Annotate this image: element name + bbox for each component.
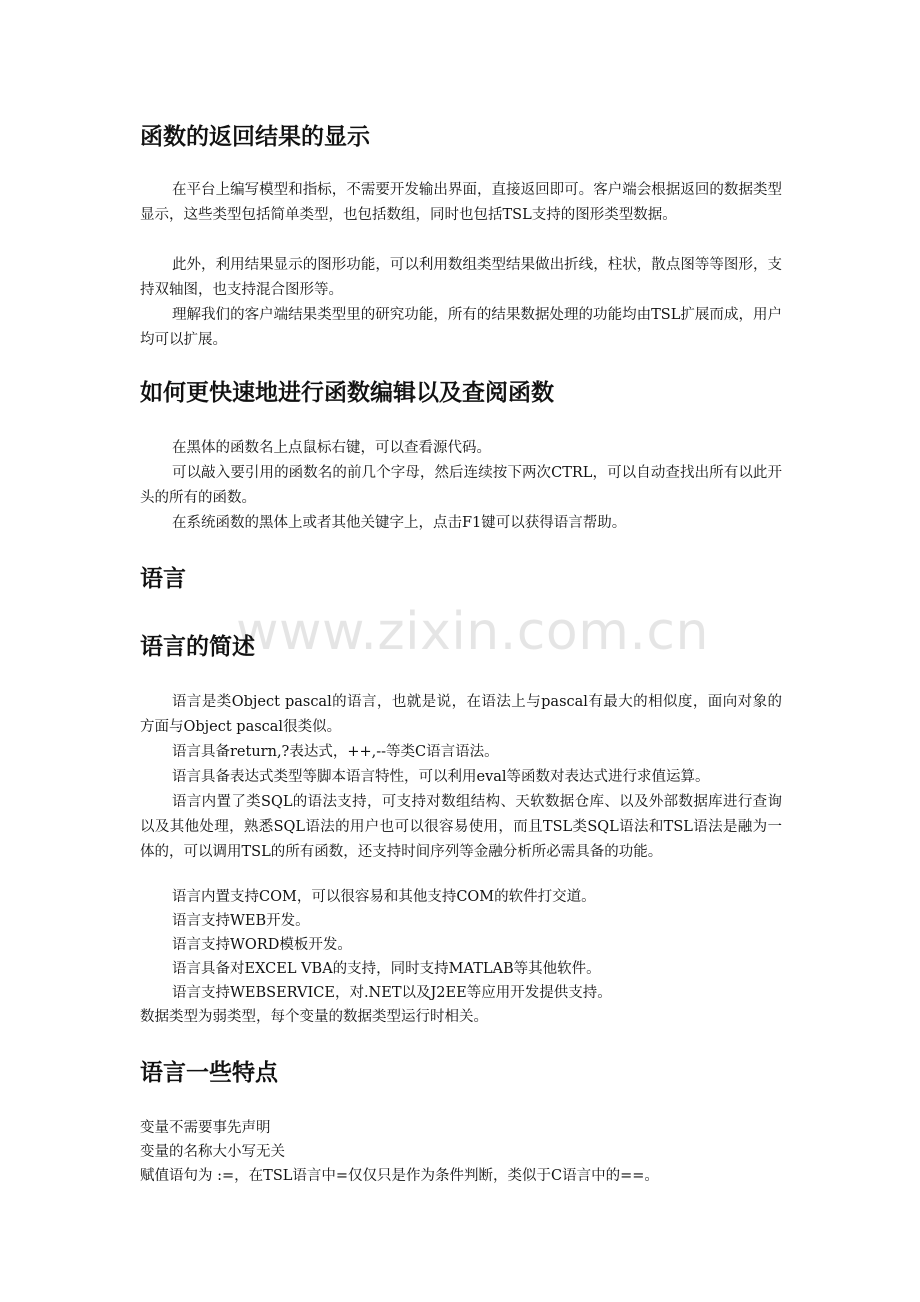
paragraph: 赋值语句为 :=，在TSL语言中=仅仅只是作为条件判断，类似于C语言中的==。: [140, 1168, 659, 1184]
paragraph: 此外，利用结果显示的图形功能，可以利用数组类型结果做出折线，柱状，散点图等等图形，支持双轴图，也支持混合图形等。: [140, 257, 782, 298]
paragraph: 数据类型为弱类型，每个变量的数据类型运行时相关。: [140, 1009, 488, 1025]
paragraph: 可以敲入要引用的函数名的前几个字母，然后连续按下两次CTRL，可以自动查找出所有以此开头的所有的函数。: [140, 465, 782, 506]
paragraph: 在黑体的函数名上点鼠标右键，可以查看源代码。: [172, 440, 491, 456]
paragraph: 语言支持WORD模板开发。: [172, 937, 352, 953]
paragraph: 变量的名称大小写无关: [140, 1144, 285, 1160]
paragraph: 语言内置了类SQL的语法支持，可支持对数组结构、天软数据仓库、以及外部数据库进行查询以及其他处理，熟悉SQL语法的用户也可以很容易使用，而且TSL类SQL语法和TSL语法是融为一体的，可以调用TSL的所有函数，还支持时间序列等金融分析所必需具备的功能。: [140, 794, 782, 860]
paragraph: 语言是类Object pascal的语言，也就是说，在语法上与pascal有最大的相似度，面向对象的方面与Object pascal很类似。: [140, 694, 782, 735]
paragraph: 语言内置支持COM，可以很容易和其他支持COM的软件打交道。: [172, 889, 596, 905]
paragraph: 语言具备表达式类型等脚本语言特性，可以利用eval等函数对表达式进行求值运算。: [172, 769, 710, 785]
section-heading-language-features: 语言一些特点: [140, 1060, 278, 1086]
paragraph: 语言具备return,?表达式，++,--等类C语言语法。: [172, 744, 499, 760]
section-heading-language: 语言: [140, 566, 186, 592]
paragraph: 语言支持WEB开发。: [172, 913, 310, 929]
watermark: www.zixin.com.cn: [236, 602, 709, 662]
paragraph: 语言支持WEBSERVICE，对.NET以及J2EE等应用开发提供支持。: [172, 985, 612, 1001]
paragraph: 语言具备对EXCEL VBA的支持，同时支持MATLAB等其他软件。: [172, 961, 601, 977]
paragraph: 在平台上编写模型和指标，不需要开发输出界面，直接返回即可。客户端会根据返回的数据类型显示，这些类型包括简单类型，也包括数组，同时也包括TSL支持的图形类型数据。: [140, 182, 782, 223]
paragraph: 理解我们的客户端结果类型里的研究功能，所有的结果数据处理的功能均由TSL扩展而成，用户均可以扩展。: [140, 307, 782, 348]
paragraph: 在系统函数的黑体上或者其他关键字上，点击F1键可以获得语言帮助。: [172, 515, 627, 531]
section-heading-language-overview: 语言的简述: [140, 634, 255, 660]
paragraph: 变量不需要事先声明: [140, 1120, 271, 1136]
section-heading-function-editing: 如何更快速地进行函数编辑以及查阅函数: [140, 380, 554, 406]
section-heading-return-display: 函数的返回结果的显示: [140, 124, 370, 150]
